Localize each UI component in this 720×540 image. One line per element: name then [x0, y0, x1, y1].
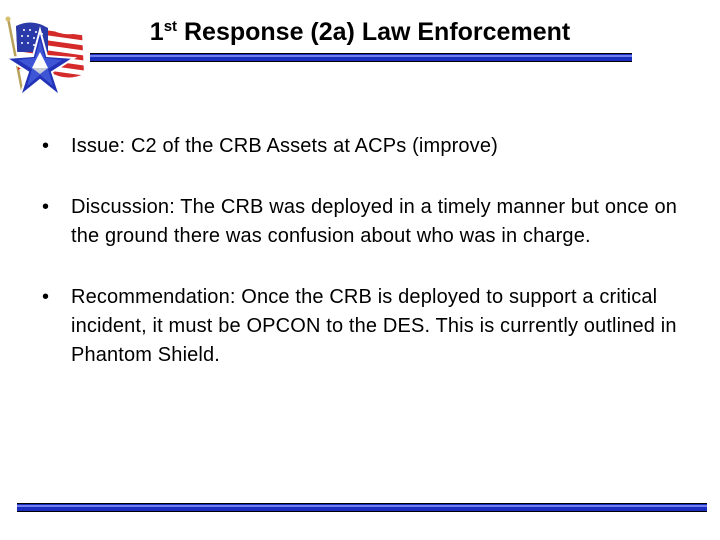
- bullet-dot: •: [42, 196, 50, 218]
- title-text: Response (2a) Law Enforcement: [183, 18, 571, 46]
- page-title: [0, 14, 720, 50]
- bullet-item-recommendation: [42, 283, 692, 370]
- bullet-item-issue: [42, 132, 692, 161]
- bullet-dot: •: [42, 286, 50, 308]
- bullet-text: Recommendation: Once the CRB is deployed to support a critical incident, it must be OPCON to the DES. This is currently outlined in Phantom Shield.: [71, 286, 677, 366]
- bullet-text: Discussion: The CRB was deployed in a timely manner but once on the ground there was confusion about who was in charge.: [71, 196, 678, 247]
- bullet-dot: •: [42, 135, 50, 157]
- title-ordinal: 1: [149, 18, 164, 46]
- footer-divider: [17, 503, 707, 512]
- bullet-text: Issue: C2 of the CRB Assets at ACPs (improve): [71, 135, 498, 157]
- bullet-list: [42, 132, 692, 402]
- title-divider: [90, 53, 632, 62]
- bullet-item-discussion: [42, 193, 692, 251]
- title-ordinal-suffix: st: [163, 18, 178, 35]
